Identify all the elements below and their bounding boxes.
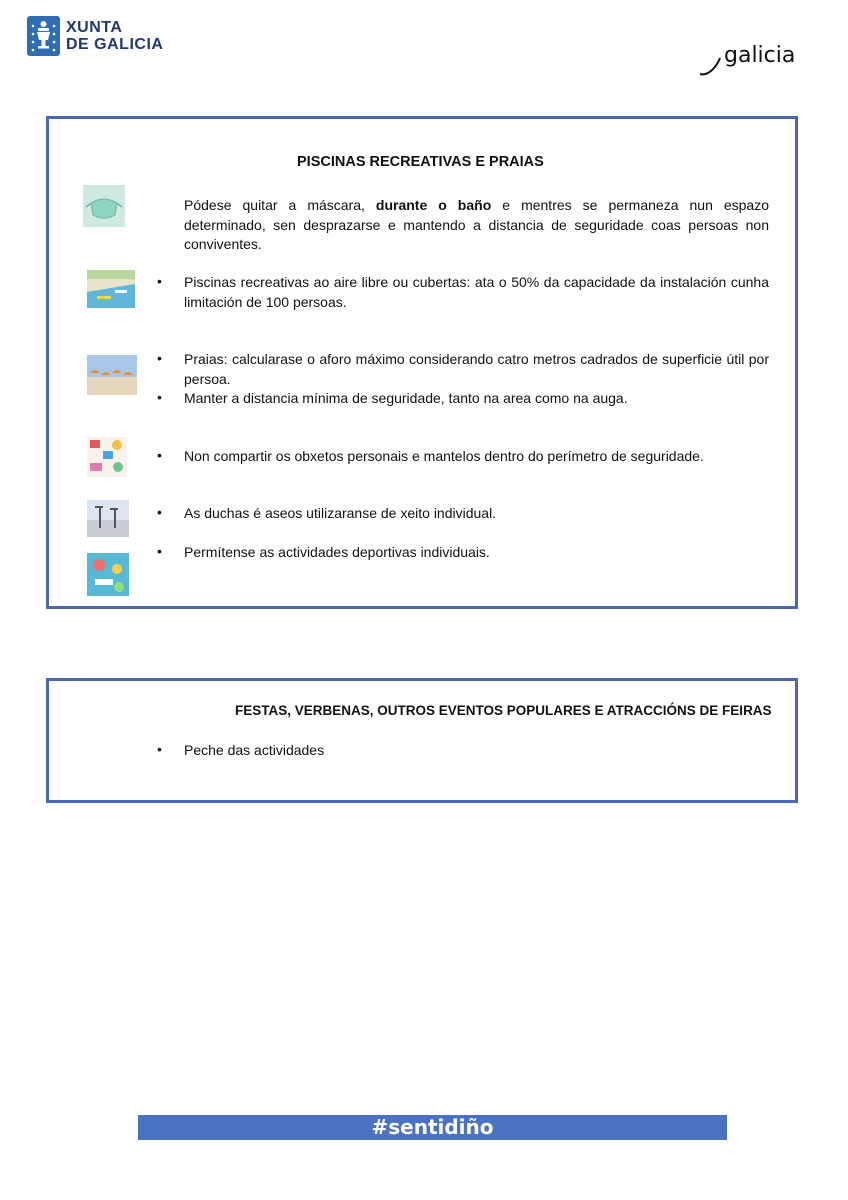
footer-hashtag-banner: #sentidiño: [138, 1115, 727, 1140]
bullet-marker: •: [157, 447, 162, 463]
bullet-showers: As duchas é aseos utilizaranse de xeito individual.: [184, 505, 497, 521]
mask-paragraph: [184, 196, 769, 255]
xunta-line2: DE GALICIA: [66, 36, 164, 53]
bullet-sports: Permítense as actividades deportivas individuais.: [184, 544, 490, 560]
bullet-beach-capacity: Praias: calcularase o aforo máximo considerando catro metros cadrados de superficie útil por persoa.: [184, 351, 769, 387]
festivals-section: [46, 678, 798, 803]
bullet-pools-capacity: Piscinas recreativas ao aire libre ou cubertas: ata o 50% da capacidade da instalación cunha limitación de 100 persoas.: [184, 274, 769, 310]
mask-text-part1: Pódese quitar a máscara,: [184, 197, 376, 213]
bullet-marker: •: [157, 504, 162, 520]
face-mask-icon: [83, 185, 125, 227]
showers-image: [87, 500, 129, 537]
bullet-marker: •: [157, 389, 162, 405]
bullet-marker: •: [157, 350, 162, 366]
section-title: PISCINAS RECREATIVAS E PRAIAS: [297, 154, 544, 170]
bullet-personal-items: Non compartir os obxetos personais e mantelos dentro do perímetro de seguridade.: [184, 448, 704, 464]
xunta-line1: XUNTA: [66, 19, 123, 36]
xunta-shield-icon: [27, 16, 60, 56]
galicia-brand-text: galicia: [724, 43, 796, 68]
beach-image: [87, 355, 137, 395]
mask-text-bold: durante o baño: [375, 197, 492, 213]
xunta-de-galicia-logo: [27, 16, 163, 56]
pool-image: [87, 270, 135, 308]
bullet-activities-closed: Peche das actividades: [184, 742, 325, 758]
sports-image: [87, 553, 129, 596]
mask-image: [83, 185, 125, 227]
personal-items-image: [87, 437, 127, 477]
galicia-brand-logo: [698, 38, 812, 78]
bullet-marker: •: [157, 741, 162, 757]
bullet-marker: •: [157, 543, 162, 559]
bullet-safe-distance: Manter a distancia mínima de seguridade, tanto na area como na auga.: [184, 390, 628, 406]
pools-beaches-section: [46, 116, 798, 609]
bullet-marker: •: [157, 273, 162, 289]
mask-text-part2: e mentres se permaneza nun espazo determinado, sen desprazarse e mantendo a distancia de seguridade coas persoas non conviventes.: [184, 197, 770, 252]
section-title: FESTAS, VERBENAS, OUTROS EVENTOS POPULARES E ATRACCIÓNS DE FEIRAS: [235, 703, 772, 718]
